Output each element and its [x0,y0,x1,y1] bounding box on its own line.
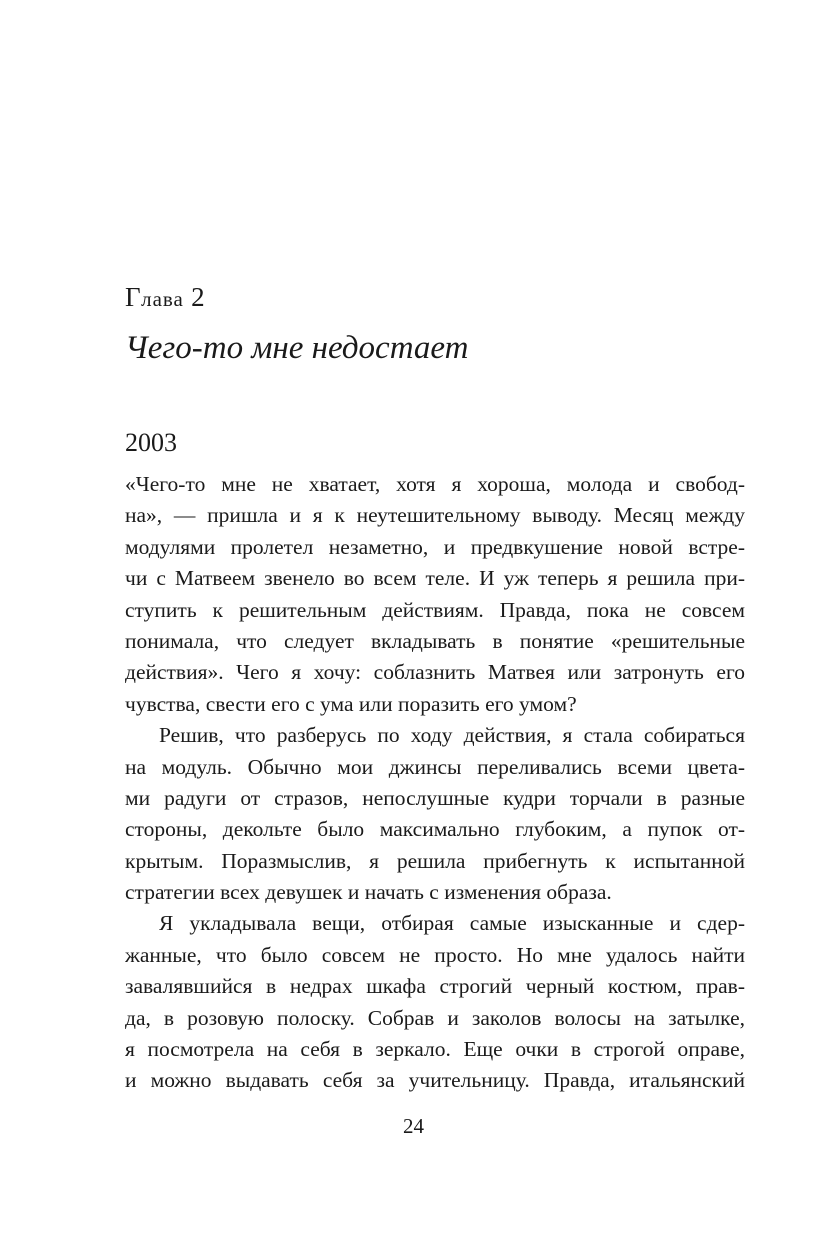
page-number: 24 [403,1114,424,1138]
text-line: завалявшийся в недрах шкафа строгий черный костюм, прав- [125,974,745,999]
text-line: чувства, свести его с ума или поразить его умом? [125,691,577,716]
text-line: да, в розовую полоску. Собрав и заколов волосы на затылке, [125,1005,745,1030]
chapter-label-initial: Г [125,282,142,312]
text-line: модулями пролетел незаметно, и предвкушение новой встре- [125,534,745,559]
text-line: на», — пришла и я к неутешительному выводу. Месяц между [125,503,745,528]
text-line: жанные, что было совсем не просто. Но мне удалось найти [125,942,745,967]
text-line: и можно выдавать себя за учительницу. Правда, итальянский [125,1068,745,1093]
text-line: крытым. Поразмыслив, я решила прибегнуть к испытанной [125,848,745,873]
text-line: «Чего-то мне не хватает, хотя я хороша, молода и свобод- [125,472,745,496]
text-line: действия». Чего я хочу: соблазнить Матвея или затронуть его [125,660,745,685]
text-line: стороны, декольте было максимально глубоким, а пупок от- [125,817,745,842]
chapter-title: Чего-то мне недостает [125,330,469,366]
text-line: я посмотрела на себя в зеркало. Еще очки в строгой оправе, [125,1037,745,1062]
text-line: ступить к решительным действиям. Правда, пока не совсем [125,597,745,622]
text-line: чи с Матвеем звенело во всем теле. И уж теперь я решила при- [125,566,745,591]
chapter-label [125,282,205,313]
text-line: Я укладывала вещи, отбирая самые изысканные и сдер- [159,911,745,936]
chapter-label-rest: лава [141,287,184,311]
section-year: 2003 [125,428,177,457]
text-line: стратегии всех девушек и начать с изменения образа. [125,880,612,905]
text-line: на модуль. Обычно мои джинсы переливались всеми цвета- [125,754,745,779]
text-line: ми радуги от стразов, непослушные кудри торчали в разные [125,785,745,810]
body-text [125,469,745,1097]
chapter-number: 2 [191,282,206,312]
text-line: понимала, что следует вкладывать в понятие «решительные [125,628,745,653]
text-line: Решив, что разберусь по ходу действия, я стала собираться [159,723,745,748]
